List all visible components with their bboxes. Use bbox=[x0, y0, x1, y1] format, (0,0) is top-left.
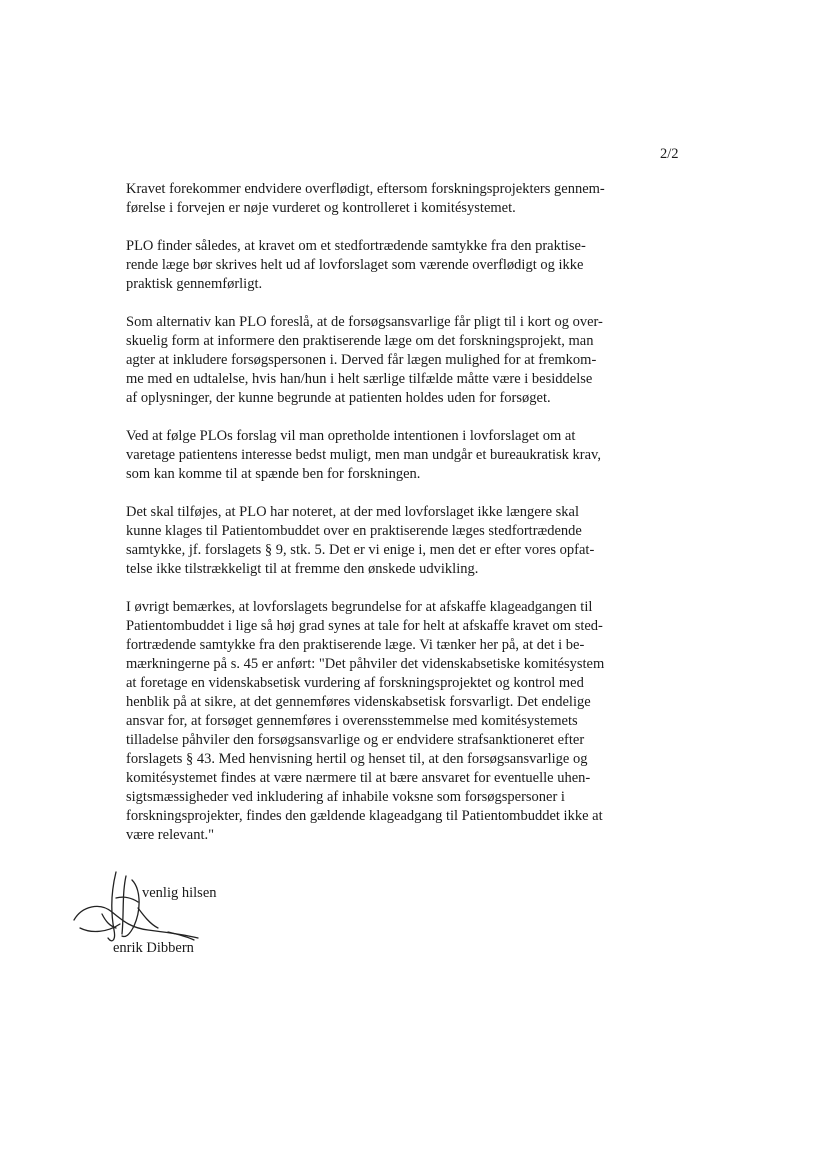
paragraph bbox=[126, 598, 656, 845]
text-line: Kravet forekommer endvidere overflødigt, eftersom forskningsprojekters gennem- bbox=[126, 181, 605, 197]
text-line: samtykke, jf. forslagets § 9, stk. 5. Det er vi enige i, men det er efter vores opfat- bbox=[126, 542, 595, 558]
page-number: 2/2 bbox=[660, 146, 679, 162]
text-line: mærkningerne på s. 45 er anført: "Det påhviler det videnskabsetiske komitésystem bbox=[126, 656, 605, 672]
text-line: Som alternativ kan PLO foreslå, at de forsøgsansvarlige får pligt til i kort og over- bbox=[126, 314, 603, 330]
text-line: forskningsprojekter, findes den gældende klageadgang til Patientombuddet ikke at bbox=[126, 808, 603, 824]
text-line: henblik på at sikre, at det gennemføres videnskabsetisk forsvarligt. Det endelige bbox=[126, 694, 591, 710]
paragraph bbox=[126, 180, 656, 218]
text-line: fortrædende samtykke fra den praktiserende læge. Vi tænker her på, at det i be- bbox=[126, 637, 585, 653]
text-line: Patientombuddet i lige så høj grad synes at tale for helt at afskaffe kravet om sted- bbox=[126, 618, 603, 634]
sender-name: enrik Dibbern bbox=[113, 940, 194, 956]
text-line: komitésystemet findes at være nærmere til at bære ansvaret for eventuelle uhen- bbox=[126, 770, 591, 786]
text-line: sigtsmæssigheder ved inkludering af inhabile voksne som forsøgspersoner i bbox=[126, 789, 565, 805]
text-line: varetage patientens interesse bedst muligt, men man undgår et bureaukratisk krav, bbox=[126, 447, 601, 463]
text-line: Det skal tilføjes, at PLO har noteret, at der med lovforslaget ikke længere skal bbox=[126, 504, 579, 520]
text-line: agter at inkludere forsøgspersonen i. Derved får lægen mulighed for at fremkom- bbox=[126, 352, 597, 368]
text-line: som kan komme til at spænde ben for forskningen. bbox=[126, 466, 421, 482]
closing-line: venlig hilsen bbox=[142, 885, 217, 901]
text-line: praktisk gennemførligt. bbox=[126, 276, 263, 292]
text-line: skuelig form at informere den praktiserende læge om det forskningsprojekt, man bbox=[126, 333, 594, 349]
paragraph bbox=[126, 237, 656, 294]
text-line: førelse i forvejen er nøje vurderet og kontrolleret i komitésystemet. bbox=[126, 200, 516, 216]
paragraph bbox=[126, 503, 656, 579]
text-line: kunne klages til Patientombuddet over en praktiserende læges stedfortrædende bbox=[126, 523, 582, 539]
text-line: at foretage en videnskabsetisk vurdering af forskningsprojektet og kontrol med bbox=[126, 675, 584, 691]
paragraph bbox=[126, 427, 656, 484]
text-line: PLO finder således, at kravet om et stedfortrædende samtykke fra den praktise- bbox=[126, 238, 586, 254]
paragraph bbox=[126, 313, 656, 408]
text-line: være relevant." bbox=[126, 827, 215, 843]
text-line: forslagets § 43. Med henvisning hertil og henset til, at den forsøgsansvarlige og bbox=[126, 751, 588, 767]
text-line: rende læge bør skrives helt ud af lovforslaget som værende overflødigt og ikke bbox=[126, 257, 584, 273]
text-line: tilladelse påhviler den forsøgsansvarlige og er endvidere strafsanktioneret efter bbox=[126, 732, 585, 748]
text-line: Ved at følge PLOs forslag vil man opretholde intentionen i lovforslaget om at bbox=[126, 428, 576, 444]
text-line: me med en udtalelse, hvis han/hun i helt særlige tilfælde måtte være i besiddelse bbox=[126, 371, 593, 387]
text-line: af oplysninger, der kunne begrunde at patienten holdes uden for forsøget. bbox=[126, 390, 551, 406]
text-line: I øvrigt bemærkes, at lovforslagets begrundelse for at afskaffe klageadgangen til bbox=[126, 599, 593, 615]
text-line: ansvar for, at forsøget gennemføres i overensstemmelse med komitésystemets bbox=[126, 713, 578, 729]
text-line: telse ikke tilstrækkeligt til at fremme den ønskede udvikling. bbox=[126, 561, 479, 577]
handwritten-signature bbox=[72, 868, 212, 948]
letter-body bbox=[126, 180, 656, 864]
